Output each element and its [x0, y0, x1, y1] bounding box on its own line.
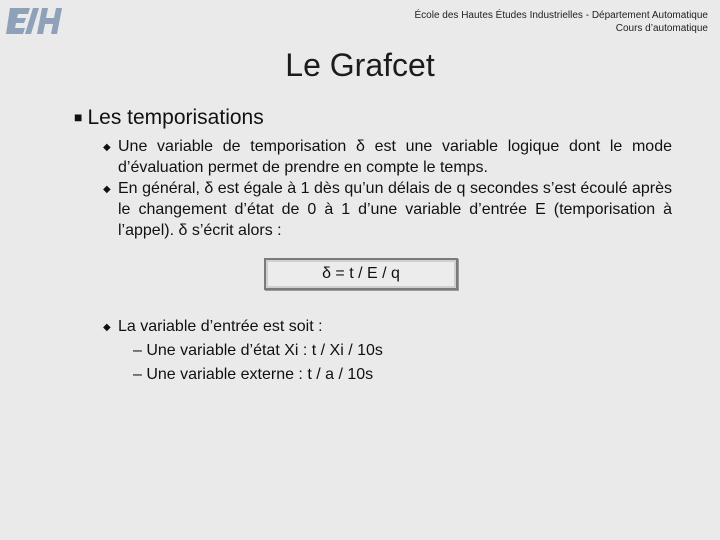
diamond-bullet-icon: ◆ [103, 322, 111, 333]
sub-item: – Une variable externe : t / a / 10s [133, 366, 374, 383]
bullet-item [103, 316, 672, 337]
bullet-text: La variable d’entrée est soit : [118, 318, 323, 335]
square-bullet-icon: ■ [74, 109, 83, 125]
formula-box [264, 258, 458, 290]
school-header [415, 9, 709, 35]
section-label: Les temporisations [87, 106, 264, 129]
slide-title: Le Grafcet [285, 47, 435, 83]
section-heading [74, 106, 264, 130]
bullet-item [103, 178, 672, 241]
formula-text: δ = t / E / q [322, 265, 400, 282]
ehei-logo [6, 6, 64, 36]
school-name: École des Hautes Études Industrielles - Département Automatique [414, 10, 708, 21]
bullet-text: En général, δ est égale à 1 dès qu’un délais de q secondes s’est écoulé après le changement d’état de 0 à 1 d’une variable d’entrée E (temporisation à l’appel). δ s’écrit alors : [118, 180, 672, 239]
bullet-item [103, 136, 672, 178]
diamond-bullet-icon: ◆ [103, 184, 111, 195]
sub-item: – Une variable d’état Xi : t / Xi / 10s [133, 342, 383, 359]
course-name: Cours d’automatique [615, 23, 708, 34]
diamond-bullet-icon: ◆ [103, 142, 111, 153]
bullet-text: Une variable de temporisation δ est une variable logique dont le mode d’évaluation permet de prendre en compte le temps. [118, 138, 672, 176]
